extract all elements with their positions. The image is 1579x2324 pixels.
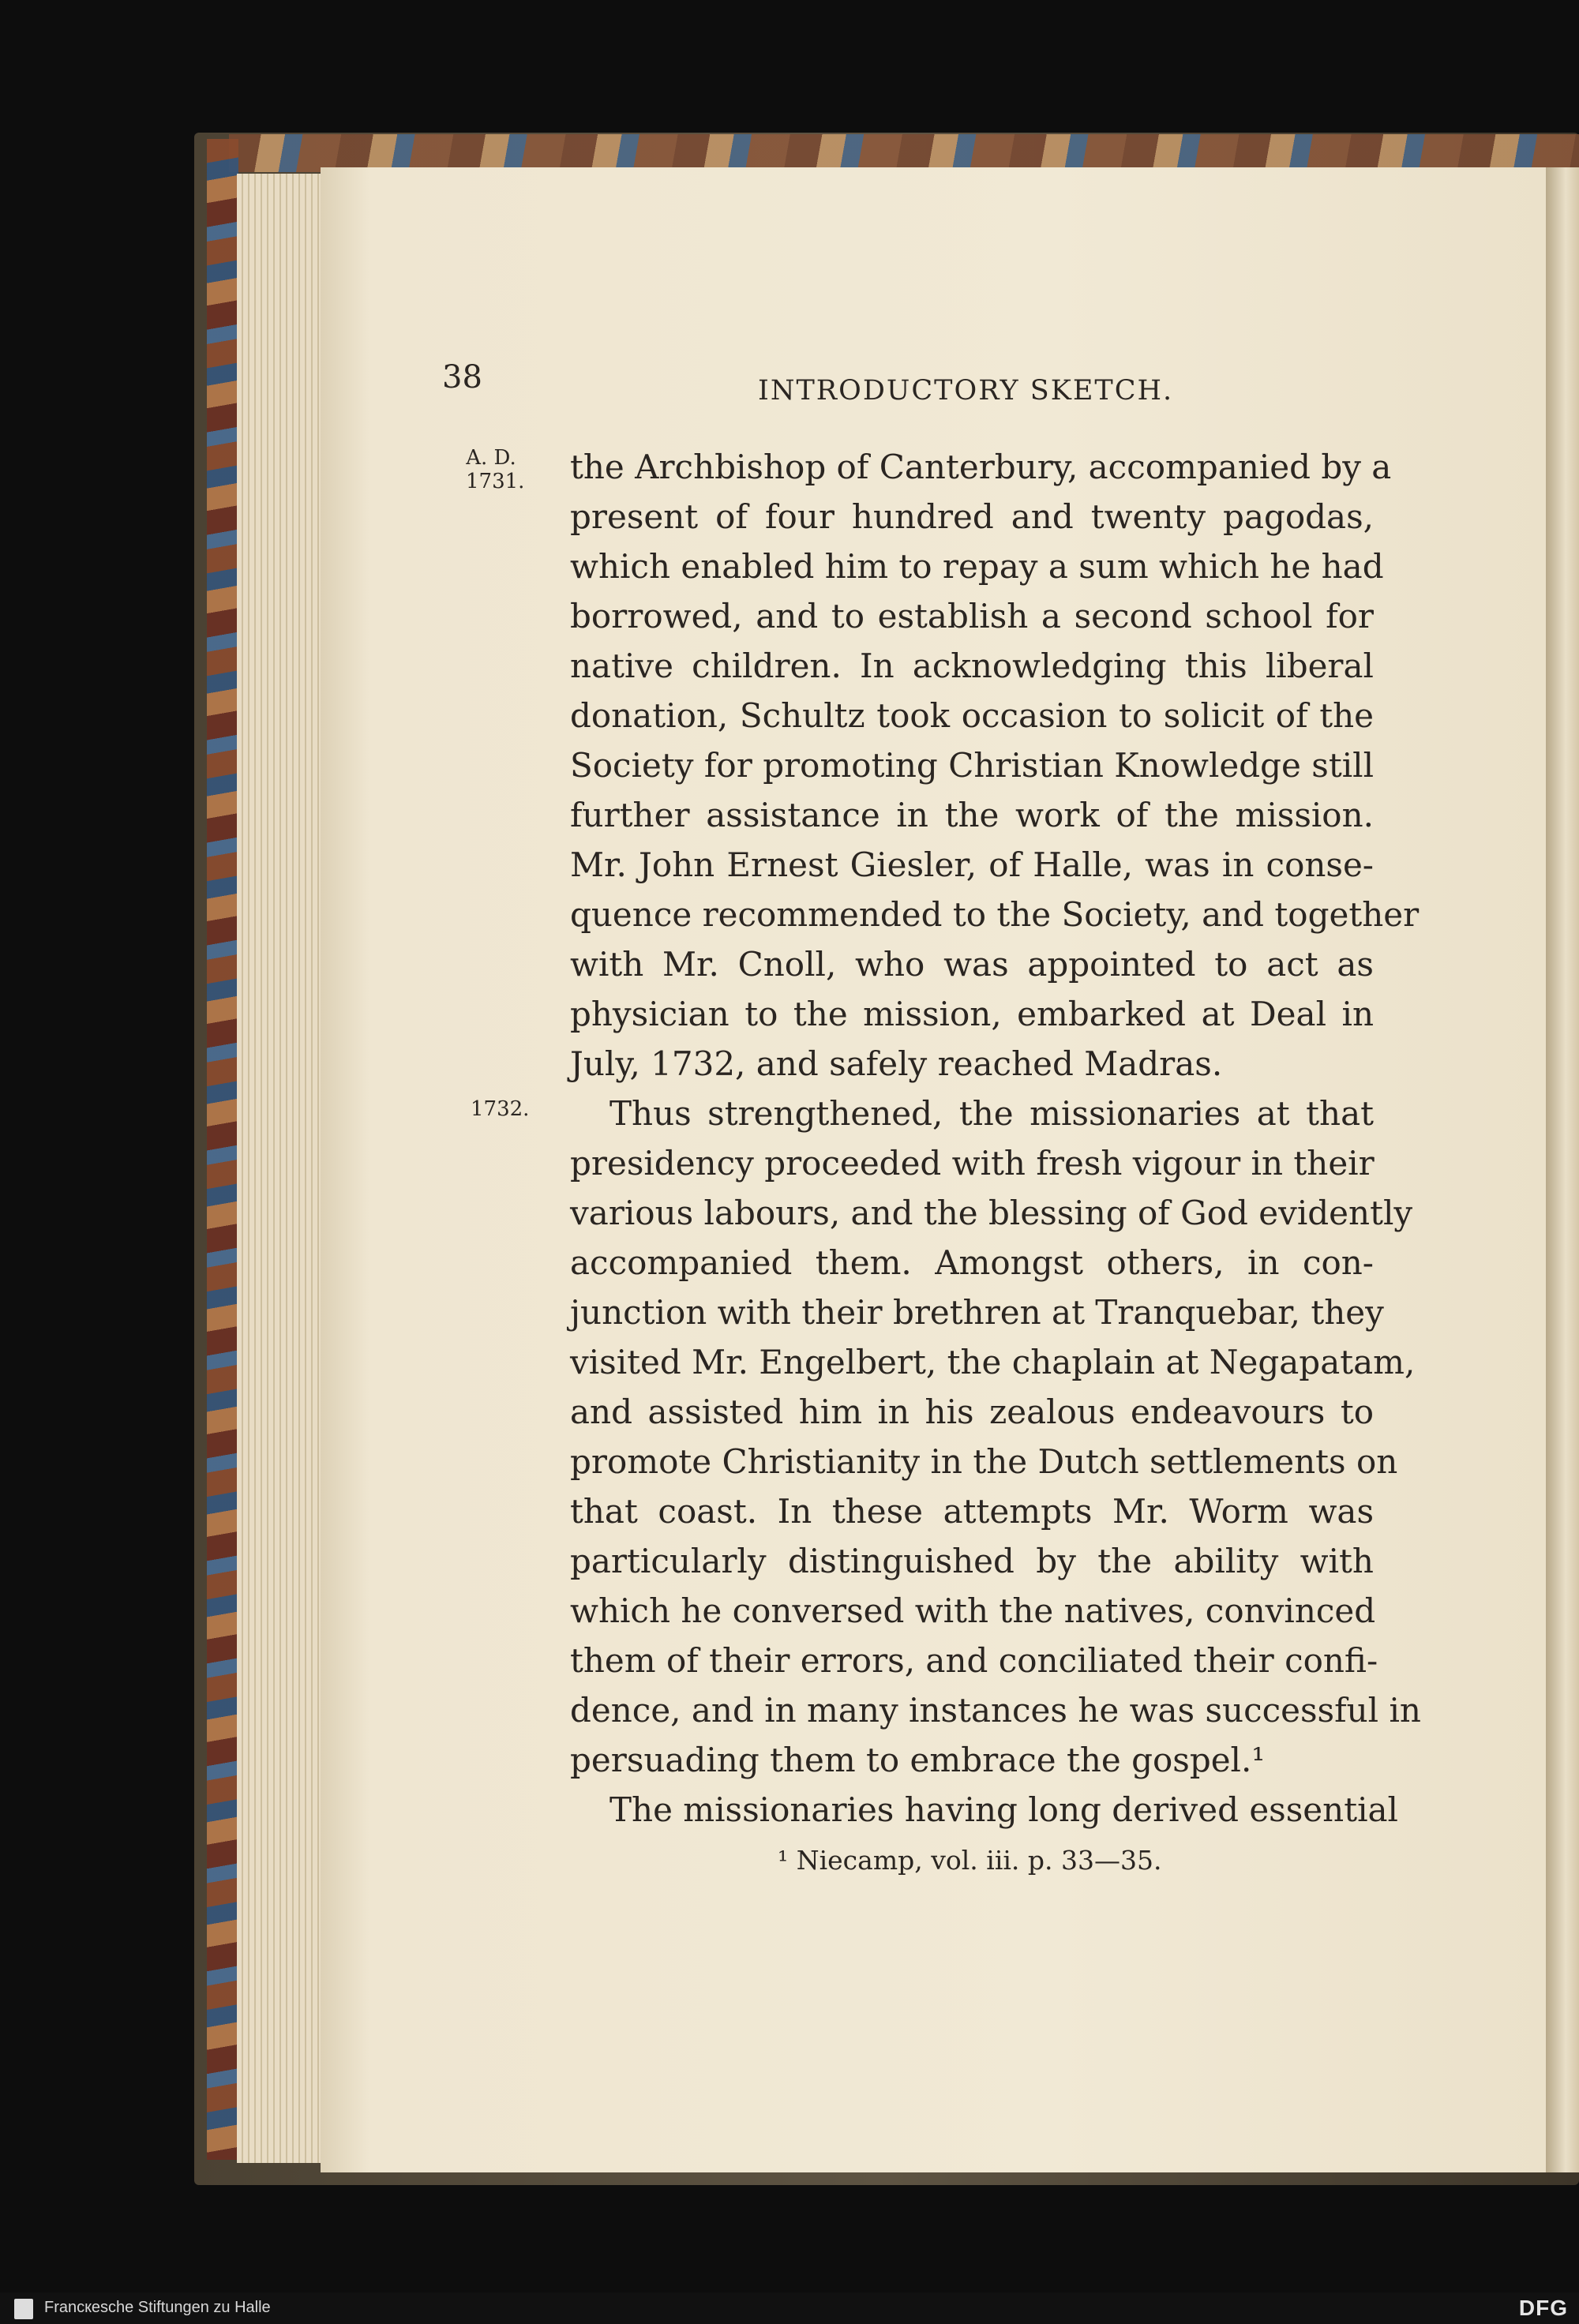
margin-date-1731 [466, 446, 525, 493]
institution-logo-icon [14, 2299, 33, 2319]
text-line: Thus strengthened, the missionaries at that [609, 1094, 1374, 1133]
text-line: accompanied them. Amongst others, in con- [570, 1243, 1374, 1282]
marbled-cover-edge [207, 139, 238, 2160]
text-line: borrowed, and to establish a second school for [570, 597, 1374, 635]
text-line: various labours, and the blessing of God evidently [570, 1194, 1413, 1232]
body-text [570, 442, 1421, 1835]
text-line: physician to the mission, embarked at Deal in [570, 995, 1374, 1033]
text-line: quence recommended to the Society, and together [570, 895, 1420, 934]
marbled-cover-top [229, 134, 1579, 172]
margin-year-1731: 1731. [466, 470, 525, 493]
text-line: that coast. In these attempts Mr. Worm was [570, 1492, 1374, 1531]
text-line: which he conversed with the natives, convinced [570, 1591, 1376, 1630]
text-line: visited Mr. Engelbert, the chaplain at Negapatam, [570, 1343, 1416, 1381]
text-line: promote Christianity in the Dutch settlements on [570, 1442, 1398, 1481]
text-line: further assistance in the work of the mission. [570, 796, 1374, 834]
text-line: junction with their brethren at Tranquebar, they [570, 1293, 1384, 1332]
text-line: with Mr. Cnoll, who was appointed to act as [570, 945, 1374, 984]
facing-page-edge [1546, 167, 1579, 2172]
text-line: native children. In acknowledging this liberal [570, 647, 1374, 685]
text-line: The missionaries having long derived essential [609, 1790, 1398, 1829]
page-number: 38 [442, 359, 482, 395]
institution-credit: Francкesche Stiftungen zu Halle [44, 2299, 271, 2316]
footnote: ¹ Niecamp, vol. iii. p. 33—35. [778, 1845, 1162, 1876]
running-title: INTRODUCTORY SKETCH. [758, 375, 1174, 407]
text-line: Mr. John Ernest Giesler, of Halle, was in conse- [570, 845, 1374, 884]
dfg-logo: DFG [1518, 2296, 1568, 2320]
text-line: presidency proceeded with fresh vigour in their [570, 1144, 1375, 1183]
text-line: particularly distinguished by the ability with [570, 1542, 1374, 1580]
text-line: donation, Schultz took occasion to solicit of the [570, 696, 1374, 735]
text-line: which enabled him to repay a sum which he had [570, 547, 1384, 586]
page-edges [237, 174, 324, 2163]
viewer-footer [0, 2292, 1579, 2324]
text-line: Society for promoting Christian Knowledge still [570, 746, 1374, 785]
text-line: and assisted him in his zealous endeavours to [570, 1393, 1374, 1431]
margin-ad-label: A. D. [466, 446, 516, 470]
text-line: them of their errors, and conciliated their confi- [570, 1641, 1378, 1680]
text-line: persuading them to embrace the gospel.¹ [570, 1741, 1266, 1779]
running-head [442, 359, 1366, 414]
text-line: present of four hundred and twenty pagodas, [570, 497, 1374, 536]
margin-year-1732: 1732. [471, 1097, 530, 1121]
text-line: the Archbishop of Canterbury, accompanied by a [570, 448, 1392, 486]
text-line: July, 1732, and safely reached Madras. [570, 1044, 1223, 1083]
text-line: dence, and in many instances he was successful in [570, 1691, 1421, 1730]
